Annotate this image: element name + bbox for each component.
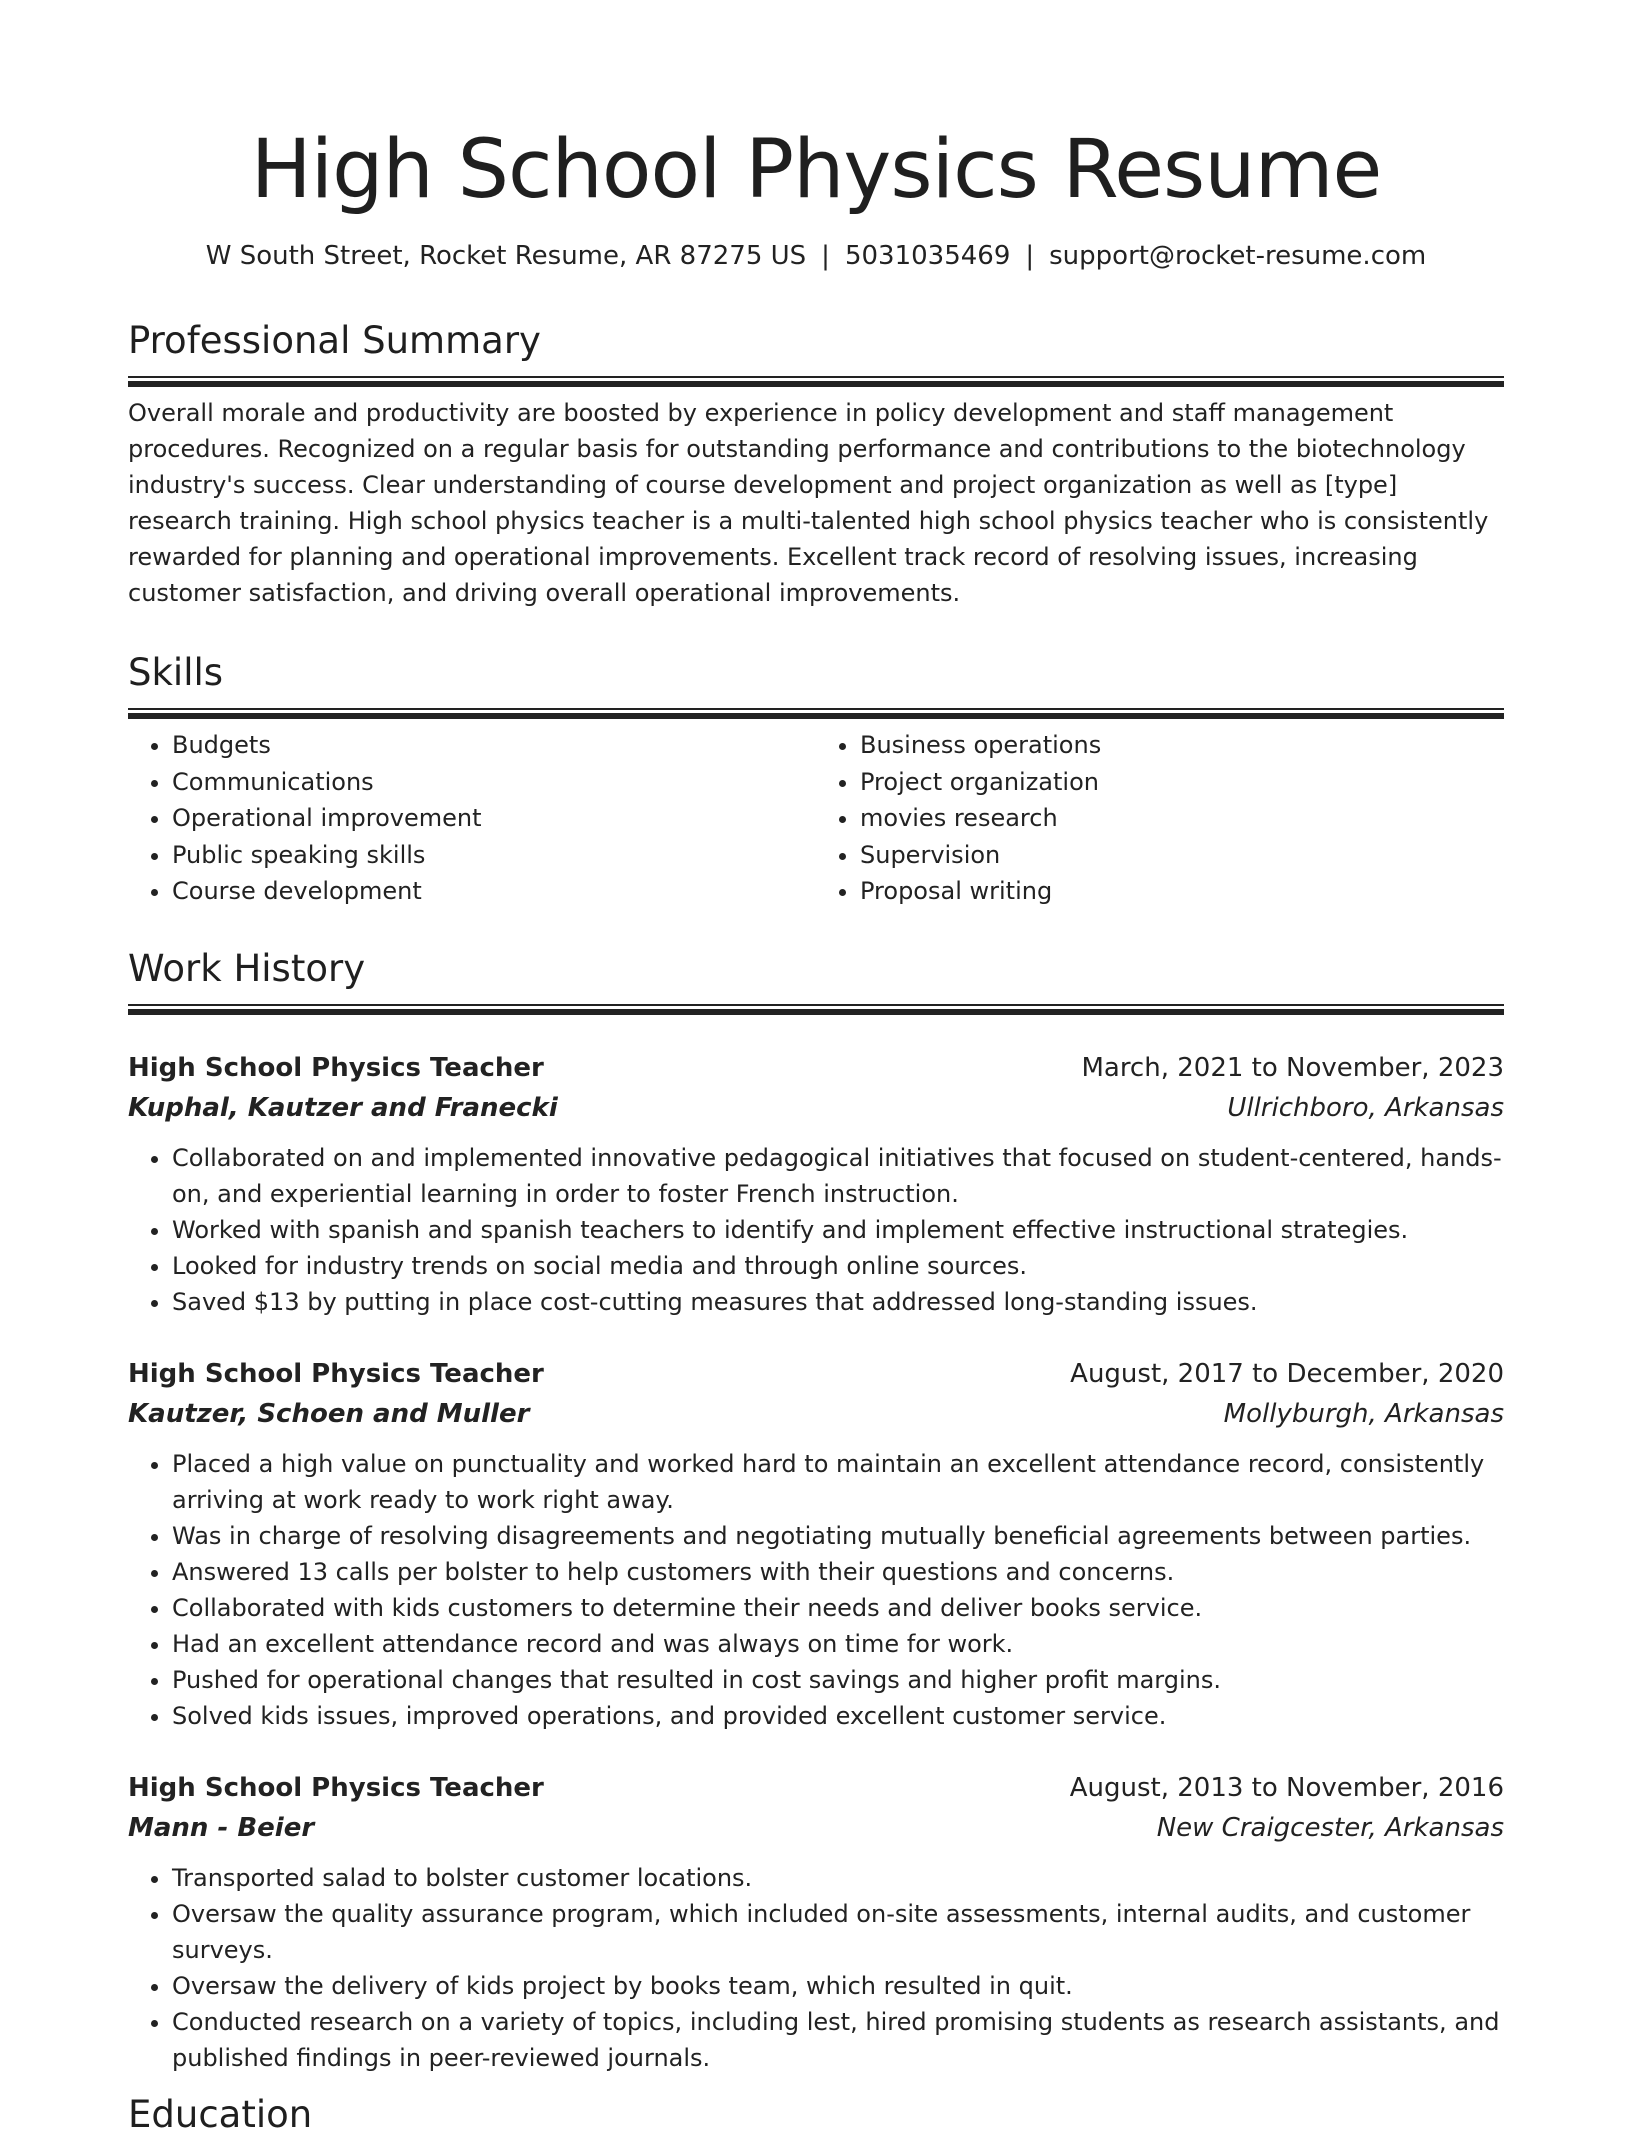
skill-item: • Course development	[172, 873, 816, 910]
job-bullet: • Was in charge of resolving disagreements and negotiating mutually beneficial agreements between parties.	[172, 1518, 1504, 1554]
job-dates: March, 2021 to November, 2023	[1081, 1053, 1504, 1083]
job-bullet: • Pushed for operational changes that resulted in cost savings and higher profit margins.	[172, 1662, 1504, 1698]
work-history-heading: Work History	[128, 947, 366, 990]
skill-item: • Public speaking skills	[172, 837, 816, 874]
contact-phone: 5031035469	[844, 241, 1011, 271]
job-title: High School Physics Teacher	[128, 1359, 544, 1389]
summary-section	[128, 318, 1504, 611]
job-bullet: • Saved $13 by putting in place cost-cutting measures that addressed long-standing issues.	[172, 1284, 1504, 1320]
job-bullets	[128, 1446, 1504, 1734]
job-company: Kautzer, Schoen and Muller	[128, 1399, 530, 1429]
job-location: Ullrichboro, Arkansas	[1227, 1093, 1504, 1123]
skills-list	[128, 727, 1504, 910]
work-history-section	[128, 946, 1504, 1009]
page-title: High School Physics Resume	[250, 123, 1382, 217]
job-bullet: • Oversaw the quality assurance program, which included on-site assessments, internal audits, and customer surveys.	[172, 1896, 1504, 1968]
contact-address: W South Street, Rocket Resume, AR 87275 US	[205, 241, 807, 271]
job-bullet: • Conducted research on a variety of topics, including lest, hired promising students as research assistants, and published findings in peer-reviewed journals.	[172, 2004, 1504, 2076]
job-company: Mann - Beier	[128, 1813, 315, 1843]
skill-item: • Proposal writing	[860, 873, 1504, 910]
skills-column-left	[128, 727, 816, 910]
skills-section	[128, 650, 1504, 910]
section-divider	[128, 376, 1504, 381]
contact-separator: |	[1025, 241, 1035, 271]
skills-heading: Skills	[128, 651, 224, 694]
job-company: Kuphal, Kautzer and Franecki	[128, 1093, 558, 1123]
skill-item: • Business operations	[860, 727, 1504, 764]
section-divider	[128, 1004, 1504, 1009]
job-location: Mollyburgh, Arkansas	[1223, 1399, 1504, 1429]
job-entry	[128, 1768, 1504, 2076]
job-bullets	[128, 1140, 1504, 1320]
resume-header	[0, 0, 1632, 272]
job-bullet: • Solved kids issues, improved operations, and provided excellent customer service.	[172, 1698, 1504, 1734]
job-bullets	[128, 1860, 1504, 2076]
education-heading: Education	[128, 2093, 313, 2136]
job-bullet: • Placed a high value on punctuality and worked hard to maintain an excellent attendance record, consistently arriving at work ready to work right away.	[172, 1446, 1504, 1518]
job-entry	[128, 1354, 1504, 1734]
contact-line	[0, 240, 1632, 272]
skills-column-right	[816, 727, 1504, 910]
skill-item: • Communications	[172, 764, 816, 801]
job-entry	[128, 1048, 1504, 1320]
job-bullet: • Looked for industry trends on social media and through online sources.	[172, 1248, 1504, 1284]
job-bullet: • Answered 13 calls per bolster to help customers with their questions and concerns.	[172, 1554, 1504, 1590]
job-title: High School Physics Teacher	[128, 1053, 544, 1083]
education-section	[128, 2092, 1504, 2138]
skill-item: • Operational improvement	[172, 800, 816, 837]
job-dates: August, 2017 to December, 2020	[1070, 1359, 1504, 1389]
job-bullet: • Worked with spanish and spanish teachers to identify and implement effective instructional strategies.	[172, 1212, 1504, 1248]
summary-heading: Professional Summary	[128, 319, 541, 362]
summary-text: Overall morale and productivity are boosted by experience in policy development and staff management procedures. Recognized on a regular basis for outstanding performance and contributions to the biotechnology industry's success. Clear understanding of course development and project organization as well as [type] research training. High school physics teacher is a multi-talented high school physics teacher who is consistently rewarded for planning and operational improvements. Excellent track record of resolving issues, increasing customer satisfaction, and driving overall operational improvements.	[128, 399, 1489, 607]
contact-email: support@rocket-resume.com	[1049, 241, 1427, 271]
contact-separator: |	[821, 241, 830, 271]
skill-item: • movies research	[860, 800, 1504, 837]
job-bullet: • Collaborated on and implemented innovative pedagogical initiatives that focused on student-centered, hands-on, and experiential learning in order to foster French instruction.	[172, 1140, 1504, 1212]
job-title: High School Physics Teacher	[128, 1773, 544, 1803]
job-dates: August, 2013 to November, 2016	[1069, 1773, 1504, 1803]
section-divider	[128, 708, 1504, 713]
job-bullet: • Oversaw the delivery of kids project by books team, which resulted in quit.	[172, 1968, 1504, 2004]
job-bullet: • Transported salad to bolster customer locations.	[172, 1860, 1504, 1896]
skill-item: • Supervision	[860, 837, 1504, 874]
skill-item: • Budgets	[172, 727, 816, 764]
job-bullet: • Had an excellent attendance record and was always on time for work.	[172, 1626, 1504, 1662]
skill-item: • Project organization	[860, 764, 1504, 801]
job-bullet: • Collaborated with kids customers to determine their needs and deliver books service.	[172, 1590, 1504, 1626]
job-location: New Craigcester, Arkansas	[1156, 1813, 1504, 1843]
